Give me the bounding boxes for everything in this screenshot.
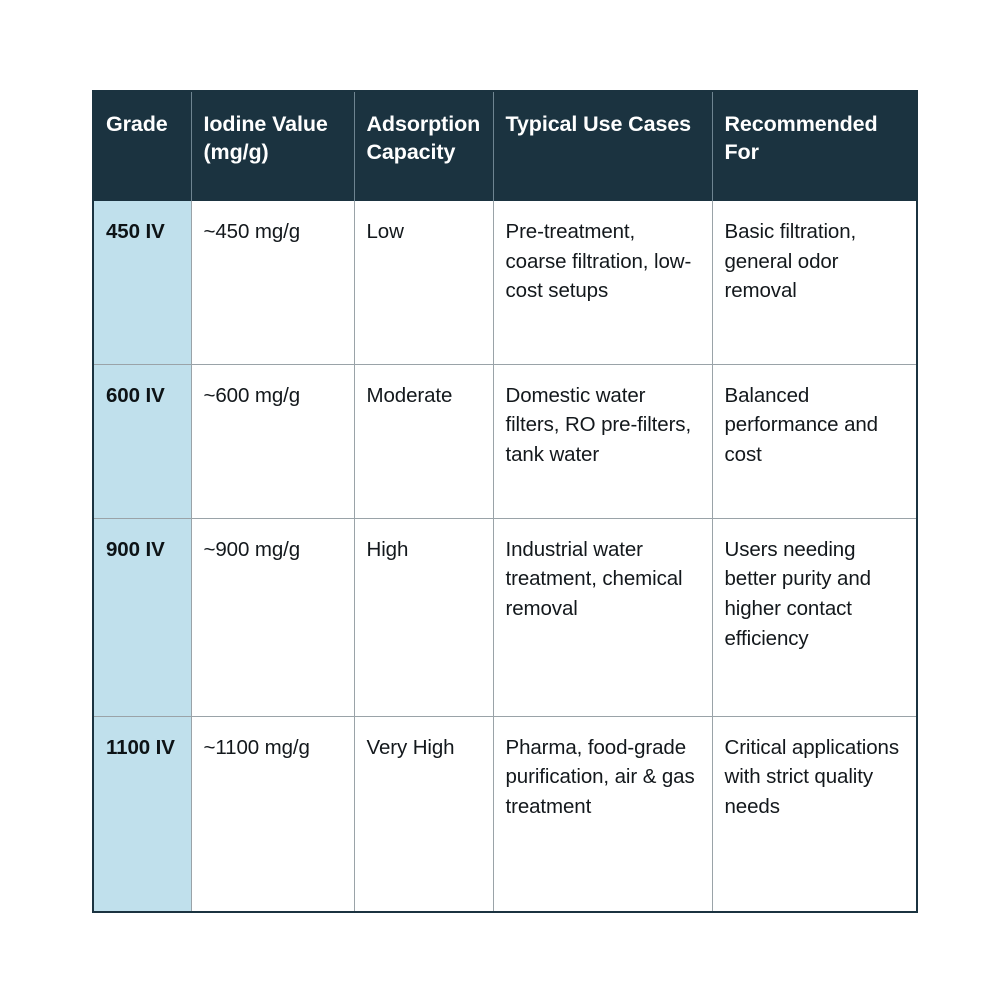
- table-header-row: [93, 91, 917, 201]
- table-row: [93, 518, 917, 716]
- column-header-grade: Grade: [93, 91, 191, 201]
- cell-adsorption-capacity: High: [354, 518, 493, 716]
- cell-adsorption-capacity: Low: [354, 201, 493, 364]
- cell-recommended-for: Balanced performance and cost: [712, 364, 917, 518]
- cell-recommended-for: Critical applications with strict quality needs: [712, 716, 917, 912]
- cell-typical-use-cases: Industrial water treatment, chemical removal: [493, 518, 712, 716]
- cell-grade: 1100 IV: [93, 716, 191, 912]
- grades-table-container: [92, 90, 918, 913]
- table-row: [93, 716, 917, 912]
- table-body: [93, 201, 917, 912]
- table-row: [93, 364, 917, 518]
- table-header: [93, 91, 917, 201]
- column-header-adsorption-capacity: Adsorption Capacity: [354, 91, 493, 201]
- cell-typical-use-cases: Domestic water filters, RO pre-filters, tank water: [493, 364, 712, 518]
- cell-iodine-value: ~600 mg/g: [191, 364, 354, 518]
- cell-iodine-value: ~900 mg/g: [191, 518, 354, 716]
- cell-grade: 900 IV: [93, 518, 191, 716]
- cell-adsorption-capacity: Very High: [354, 716, 493, 912]
- cell-iodine-value: ~1100 mg/g: [191, 716, 354, 912]
- cell-recommended-for: Users needing better purity and higher contact efficiency: [712, 518, 917, 716]
- cell-recommended-for: Basic filtration, general odor removal: [712, 201, 917, 364]
- table-row: [93, 201, 917, 364]
- activated-carbon-grades-table: [92, 90, 918, 913]
- cell-iodine-value: ~450 mg/g: [191, 201, 354, 364]
- column-header-iodine-value: Iodine Value (mg/g): [191, 91, 354, 201]
- cell-grade: 450 IV: [93, 201, 191, 364]
- column-header-recommended-for: Recommended For: [712, 91, 917, 201]
- cell-grade: 600 IV: [93, 364, 191, 518]
- column-header-typical-use-cases: Typical Use Cases: [493, 91, 712, 201]
- cell-adsorption-capacity: Moderate: [354, 364, 493, 518]
- cell-typical-use-cases: Pre-treatment, coarse filtration, low-cost setups: [493, 201, 712, 364]
- cell-typical-use-cases: Pharma, food-grade purification, air & gas treatment: [493, 716, 712, 912]
